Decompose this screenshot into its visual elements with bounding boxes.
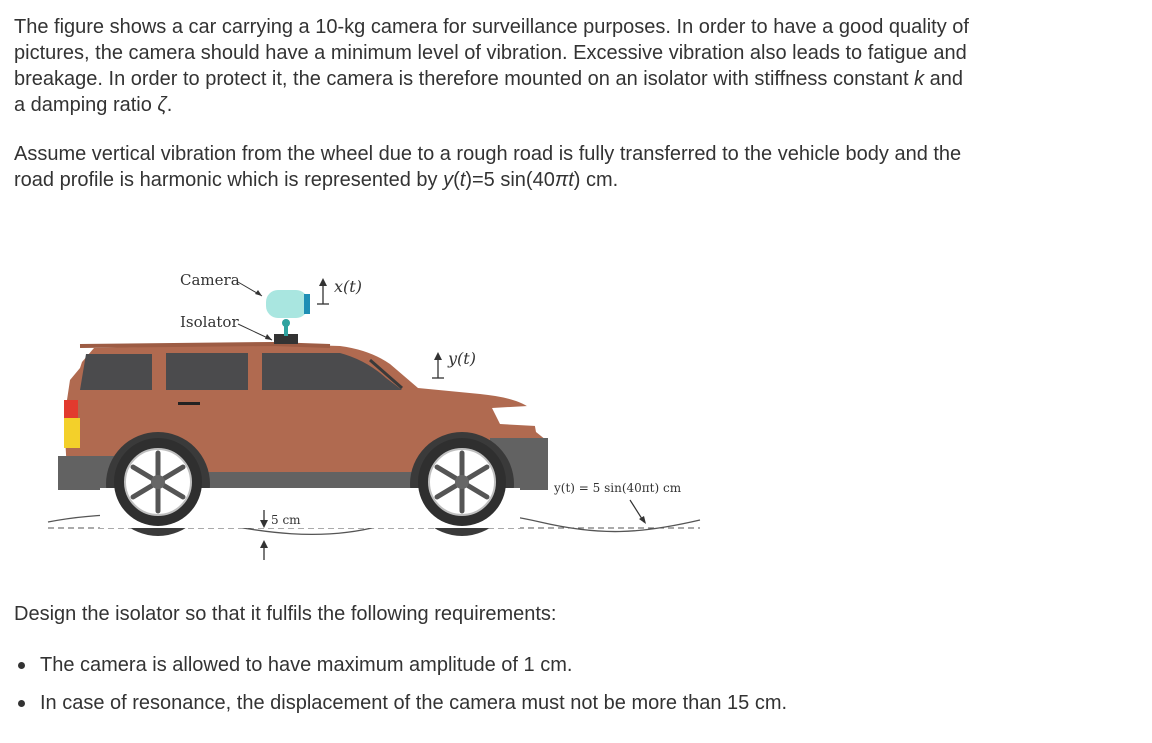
eq-t: t xyxy=(459,169,466,191)
isolator-leader-arrow xyxy=(265,334,272,340)
label-isolator: Isolator xyxy=(180,313,239,331)
side-skirt xyxy=(204,472,414,488)
isolator-joint xyxy=(282,319,290,327)
bullet-icon xyxy=(18,700,25,707)
label-road-eq: y(t) = 5 sin(40πt) cm xyxy=(554,481,682,495)
label-yt: y(t) xyxy=(448,349,476,368)
middle-window xyxy=(166,353,248,390)
stiffness-symbol: k xyxy=(914,68,925,90)
eq-pi-t: πt xyxy=(554,169,574,191)
front-wheel xyxy=(418,438,506,526)
requirement-text: In case of resonance, the displacement of the camera must not be more than 15 cm. xyxy=(40,692,788,714)
eq-y: y xyxy=(443,169,454,191)
eq-close: ) cm. xyxy=(573,169,619,191)
y-arrow xyxy=(432,352,444,378)
x-arrow xyxy=(317,278,329,304)
road-text: Assume vertical vibration from the wheel due to a rough road is fully transferred to the vehicle body and the road profile is harmonic which is represented by xyxy=(14,143,962,191)
bullet-icon xyxy=(18,662,25,669)
car-figure xyxy=(40,260,720,570)
rear-wheel xyxy=(114,438,202,526)
intro-text-1: The figure shows a car carrying a 10-kg camera for surveillance purposes. In order to have a good quality of pictures, the camera should have a minimum level of vibration. Excessive vibration also leads to fatigue and breakage. In order to protect it, the camera is therefore mounted on an isolator with stiffness constant xyxy=(14,16,969,90)
tail-light-red xyxy=(64,400,78,418)
label-camera: Camera xyxy=(180,271,240,289)
camera-body xyxy=(266,290,308,318)
door-handle xyxy=(178,402,200,405)
label-amplitude: 5 cm xyxy=(271,513,301,527)
camera-leader-arrow xyxy=(255,290,262,296)
label-xt: x(t) xyxy=(334,277,362,296)
intro-paragraph xyxy=(14,14,974,118)
requirement-text: The camera is allowed to have maximum amplitude of 1 cm. xyxy=(40,654,573,676)
intro-text-3: . xyxy=(166,94,173,116)
rear-window xyxy=(80,354,152,390)
design-paragraph: Design the isolator so that it fulfils the following requirements: xyxy=(14,603,557,625)
eq-mid: )=5 sin(40 xyxy=(465,169,555,191)
tail-light-amber xyxy=(64,418,80,448)
list-item xyxy=(14,690,787,716)
road-paragraph xyxy=(14,141,974,193)
camera-lens xyxy=(304,294,310,314)
requirements-list xyxy=(14,652,787,728)
damping-symbol: ζ xyxy=(157,94,167,116)
intro-text-2: and a damping ratio xyxy=(14,68,964,116)
road-eq-leader-arrow xyxy=(639,516,646,524)
eq-open: ( xyxy=(453,169,460,191)
roof-ridge xyxy=(80,344,330,346)
list-item xyxy=(14,652,787,678)
